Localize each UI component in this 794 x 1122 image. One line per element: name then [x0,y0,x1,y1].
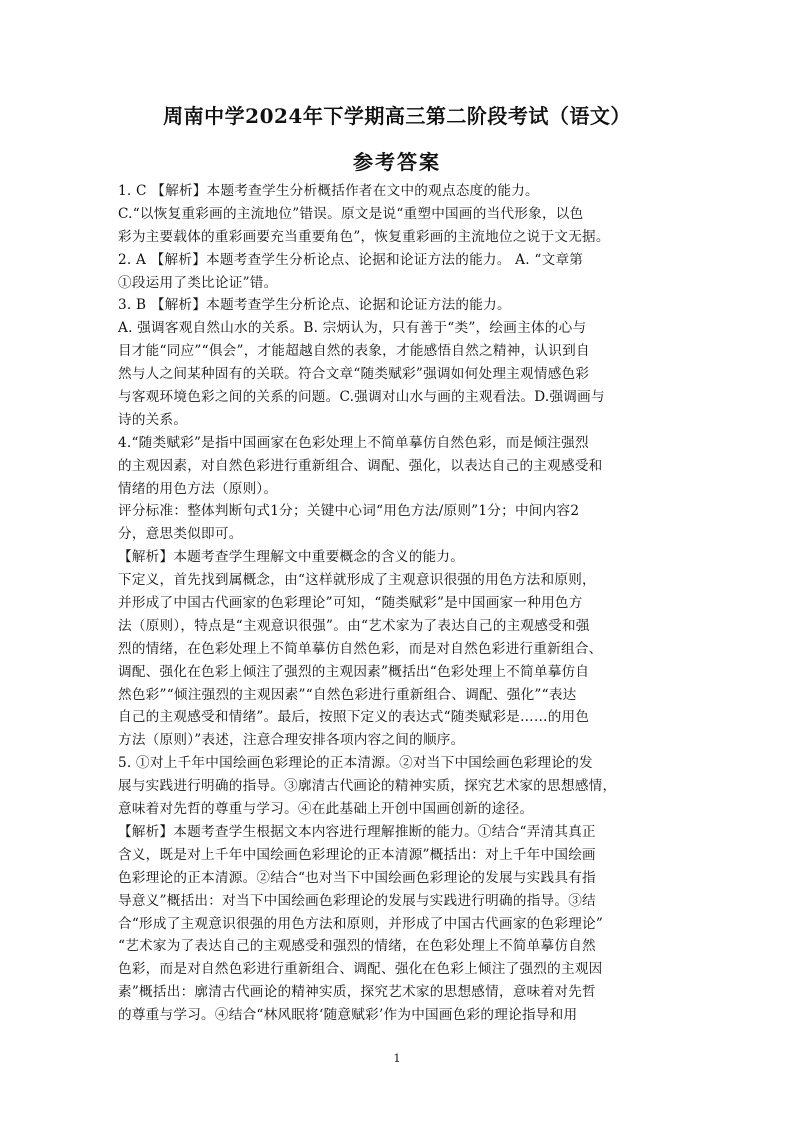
text-line: 4.“随类赋彩”是指中国画家在色彩处理上不简单摹仿自然色彩，而是倾注强烈 [118,434,589,451]
text-line: 素”概括出：廓清古代画论的精神实质，探究艺术家的思想感情，意味着对先哲 [118,984,596,1001]
text-line: 意味着对先哲的尊重与学习。④在此基础上开创中国画创新的途径。 [118,801,534,818]
text-line: 然与人之间某种固有的关联。符合文章“随类赋彩”强调如何处理主观情感色彩 [118,366,590,383]
answer-body [118,180,704,1027]
text-line: 彩为主要载体的重彩画要充当重要角色”，恢复重彩画的主流地位之说于文无据。 [118,228,610,245]
page-number: 1 [393,1052,401,1065]
text-line: 目才能“同应”“俱会”，才能超越自然的表象，才能感悟自然之精神，认识到自 [118,343,590,360]
text-line: 导意义”概括出：对当下中国绘画色彩理论的发展与实践进行明确的指导。③结 [118,892,596,909]
text-line: 自己的主观感受和情绪”。最后，按照下定义的表达式“随类赋彩是……的用色 [118,709,590,726]
page-subtitle: 参考答案 [353,150,441,174]
text-line: 烈的情绪，在色彩处理上不简单摹仿自然色彩，而是对自然色彩进行重新组合、 [118,640,603,657]
text-line: 并形成了中国古代画家的色彩理论”可知，“随类赋彩”是中国画家一种用色方 [118,595,583,612]
text-line: 评分标准：整体判断句式1分；关键中心词“用色方法/原则”1分；中间内容2 [118,503,580,520]
text-line: 3. B 【解析】本题考查学生分析论点、论据和论证方法的能力。 [118,297,511,314]
text-line: 的主观因素，对自然色彩进行重新组合、调配、强化，以表达自己的主观感受和 [118,457,603,474]
text-line: 5. ①对上千年中国绘画色彩理论的正本清源。②对当下中国绘画色彩理论的发 [118,755,593,772]
text-line: 展与实践进行明确的指导。③廓清古代画论的精神实质，探究艺术家的思想感情， [118,778,617,795]
text-line: 调配、强化在色彩上倾注了强烈的主观因素”概括出“色彩处理上不简单摹仿自 [118,663,590,680]
text-line: 色彩理论的正本清源。②结合“也对当下中国绘画色彩理论的发展与实践具有指 [118,869,596,886]
text-line: 色彩，而是对自然色彩进行重新组合、调配、强化在色彩上倾注了强烈的主观因 [118,961,603,978]
text-line: 法（原则），特点是“主观意识很强”。由“艺术家为了表达自己的主观感受和强 [118,617,590,634]
text-line: 方法（原则）”表述，注意合理安排各项内容之间的顺序。 [118,732,465,749]
text-line: 分，意思类似即可。 [118,526,243,543]
text-line: 1. C 【解析】本题考查学生分析概括作者在文中的观点态度的能力。 [118,183,539,199]
text-line: C.“以恢复重彩画的主流地位”错误。原文是说“重塑中国画的当代形象，以色 [118,205,584,222]
text-line: 下定义，首先找到属概念，由“这样就形成了主观意识很强的用色方法和原则， [118,572,596,589]
text-line: 然色彩”“倾注强烈的主观因素”“自然色彩进行重新组合、调配、强化”“表达 [118,686,577,703]
page-title: 周南中学2024年下学期高三第二阶段考试（语文） [163,104,631,128]
text-line: 【解析】本题考查学生根据文本内容进行理解推断的能力。①结合“弄清其真正 [118,823,596,840]
text-line: 与客观环境色彩之间的关系的问题。C.强调对山水与画的主观看法。D.强调画与 [118,389,605,406]
text-line: 含义，既是对上千年中国绘画色彩理论的正本清源”概括出：对上千年中国绘画 [118,846,596,863]
text-line: 合“形成了主观意识很强的用色方法和原则，并形成了中国古代画家的色彩理论” [118,915,604,932]
text-line: 情绪的用色方法（原则）。 [118,480,278,497]
text-line: “艺术家为了表达自己的主观感受和强烈的情绪，在色彩处理上不简单摹仿自然 [118,938,596,955]
text-line: 诗的关系。 [118,411,188,428]
text-line: 的尊重与学习。④结合“林风眠将‘随意赋彩’作为中国画色彩的理论指导和用 [118,1007,578,1024]
text-line: 2. A 【解析】本题考查学生分析论点、论据和论证方法的能力。 A. “文章第 [118,251,584,268]
text-line: 【解析】本题考查学生理解文中重要概念的含义的能力。 [118,549,465,566]
text-line: ①段运用了类比论证”错。 [118,274,278,291]
text-line: A. 强调客观自然山水的关系。B. 宗炳认为，只有善于“类”，绘画主体的心与 [118,320,587,337]
